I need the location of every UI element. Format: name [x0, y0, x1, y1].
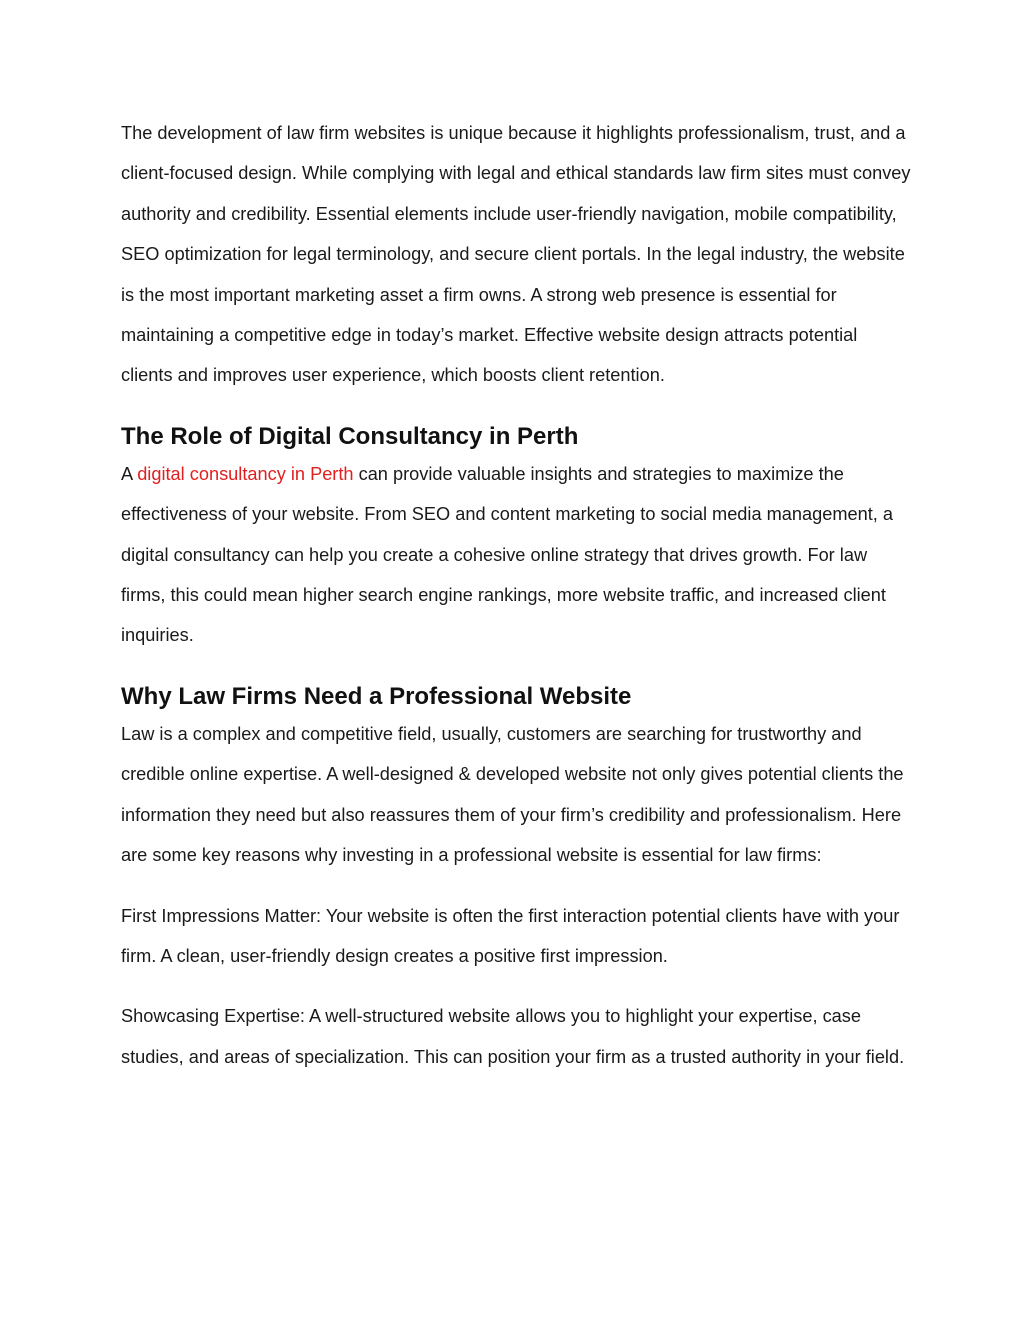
paragraph-body-text: can provide valuable insights and strategies to maximize the effectiveness of your website. From SEO and content marketing to social media management, a digital consultancy can help you create a cohesive online strategy that drives growth. For law firms, this could mean higher search engine rankings, more website traffic, and increased client inquiries. — [121, 463, 894, 646]
first-impressions-paragraph: First Impressions Matter: Your website is often the first interaction potential clients have with your firm. A clean, user-friendly design creates a positive first impression. — [121, 905, 900, 966]
digital-consultancy-link[interactable]: digital consultancy in Perth — [137, 463, 354, 484]
paragraph-lead-text: A — [121, 463, 138, 484]
intro-paragraph: The development of law firm websites is unique because it highlights professionalism, trust, and a client-focused design. While complying with legal and ethical standards law firm sites must convey authority and credibility. Essential elements include user-friendly navigation, mobile compatibility, SEO optimization for legal terminology, and secure client portals. In the legal industry, the website is the most important marketing asset a firm owns. A strong web presence is essential for maintaining a competitive edge in today’s market. Effective website design attracts potential clients and improves user experience, which boosts client retention. — [121, 123, 911, 386]
section-heading-digital-consultancy: The Role of Digital Consultancy in Perth — [121, 422, 579, 450]
professional-website-paragraph: Law is a complex and competitive field, usually, customers are searching for trustworthy and credible online expertise. A well-designed & developed website not only gives potential clients the information they need but also reassures them of your firm’s credibility and professionalism. Here are some key reasons why investing in a professional website is essential for law firms: — [121, 723, 904, 866]
document-page — [121, 113, 911, 1077]
digital-consultancy-paragraph — [121, 454, 911, 656]
showcasing-expertise-paragraph: Showcasing Expertise: A well-structured website allows you to highlight your expertise, case studies, and areas of specialization. This can position your firm as a trusted authority in your field. — [121, 1006, 905, 1067]
section-heading-professional-website: Why Law Firms Need a Professional Website — [121, 682, 632, 710]
